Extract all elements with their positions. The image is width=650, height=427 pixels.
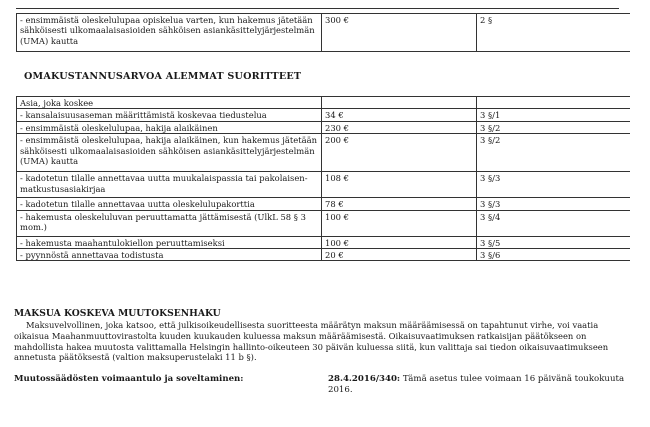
- fee-cell: 34 €: [322, 109, 477, 121]
- fee-cell: 108 €: [322, 172, 477, 198]
- item-cell: - ensimmäistä oleskelulupaa, hakija alaikäinen: [17, 121, 322, 133]
- ref-cell: 3 §/2: [477, 134, 631, 172]
- ref-cell: 3 §/3: [477, 172, 631, 198]
- fee-cell: 20 €: [322, 249, 477, 261]
- table-row: [17, 14, 631, 52]
- table-header-row: [17, 97, 631, 109]
- table-row: [17, 109, 631, 121]
- header-cell: Asia, joka koskee: [17, 97, 322, 109]
- table-row: [17, 134, 631, 172]
- item-cell: - ensimmäistä oleskelulupaa, hakija alaikäinen, kun hakemus jätetään sähköisesti ulkomaalaisasioiden sähköisen asiankäsittelyjärjestelmän (UMA) kautta: [17, 134, 322, 172]
- ref-cell: 2 §: [477, 14, 631, 52]
- ref-cell: 3 §/5: [477, 236, 631, 248]
- ref-cell: 3 §/3: [477, 198, 631, 210]
- amendment-date: 28.4.2016/340:: [328, 374, 401, 384]
- table-row: [17, 236, 631, 248]
- item-cell: - kansalaisuusaseman määrittämistä koskevaa tiedustelua: [17, 109, 322, 121]
- ref-cell: 3 §/6: [477, 249, 631, 261]
- header-cell-empty: [477, 97, 631, 109]
- section-title: OMAKUSTANNUSARVOA ALEMMAT SUORITTEET: [24, 71, 302, 82]
- fee-cell: 300 €: [322, 14, 477, 52]
- item-cell: - ensimmäistä oleskelulupaa opiskelua varten, kun hakemus jätetään sähköisesti ulkomaalaisasioiden sähköisen asiankäsittelyjärjestelmän (UMA) kautta: [17, 14, 322, 52]
- appeal-paragraph: Maksuvelvollinen, joka katsoo, että julkisoikeudellisesta suoritteesta määrätyn maksun määräämisessä on tapahtunut virhe, voi vaatia oikaisua Maahanmuuttovirastolta kuuden kuukauden kuluessa maksun määräämisestä. Oikaisuvaatimuksen ratkaisijan päätökseen on mahdollista hakea muutosta valittamalla Helsingin hallinto-oikeuteen 30 päivän kuluessa siitä, kun valittaja sai tiedon oikaisuvaatimukseen annetusta päätöksestä (valtion maksuperustelaki 11 b §).: [14, 320, 609, 363]
- fee-table: [16, 96, 630, 261]
- fee-cell: 200 €: [322, 134, 477, 172]
- fee-cell: 230 €: [322, 121, 477, 133]
- table-row: [17, 121, 631, 133]
- item-cell: - kadotetun tilalle annettavaa uutta muukalaispassia tai pakolaisen-matkustusasiakirjaa: [17, 172, 322, 198]
- amendment-label: Muutossäädösten voimaantulo ja soveltaminen:: [14, 374, 244, 384]
- appeal-heading: MAKSUA KOSKEVA MUUTOKSENHAKU: [14, 308, 221, 319]
- table-row: [17, 198, 631, 210]
- ref-cell: 3 §/4: [477, 210, 631, 236]
- table-row: [17, 249, 631, 261]
- table-top-border: [16, 8, 619, 9]
- fee-cell: 100 €: [322, 210, 477, 236]
- item-cell: - hakemusta oleskeluluvan peruuttamatta jättämisestä (UlkL 58 § 3 mom.): [17, 210, 322, 236]
- item-cell: - hakemusta maahantulokiellon peruuttamiseksi: [17, 236, 322, 248]
- amendment-text: Tämä asetus tulee voimaan 16 päivänä toukokuuta 2016.: [328, 374, 625, 395]
- fee-cell: 100 €: [322, 236, 477, 248]
- item-cell: - pyynnöstä annettavaa todistusta: [17, 249, 322, 261]
- table-row: [17, 210, 631, 236]
- header-cell-empty: [322, 97, 477, 109]
- item-cell: - kadotetun tilalle annettavaa uutta oleskelulupakorttia: [17, 198, 322, 210]
- amendment-entry: [328, 374, 628, 396]
- ref-cell: 3 §/2: [477, 121, 631, 133]
- ref-cell: 3 §/1: [477, 109, 631, 121]
- table-row: [17, 172, 631, 198]
- fee-table-continued: [16, 13, 630, 52]
- fee-cell: 78 €: [322, 198, 477, 210]
